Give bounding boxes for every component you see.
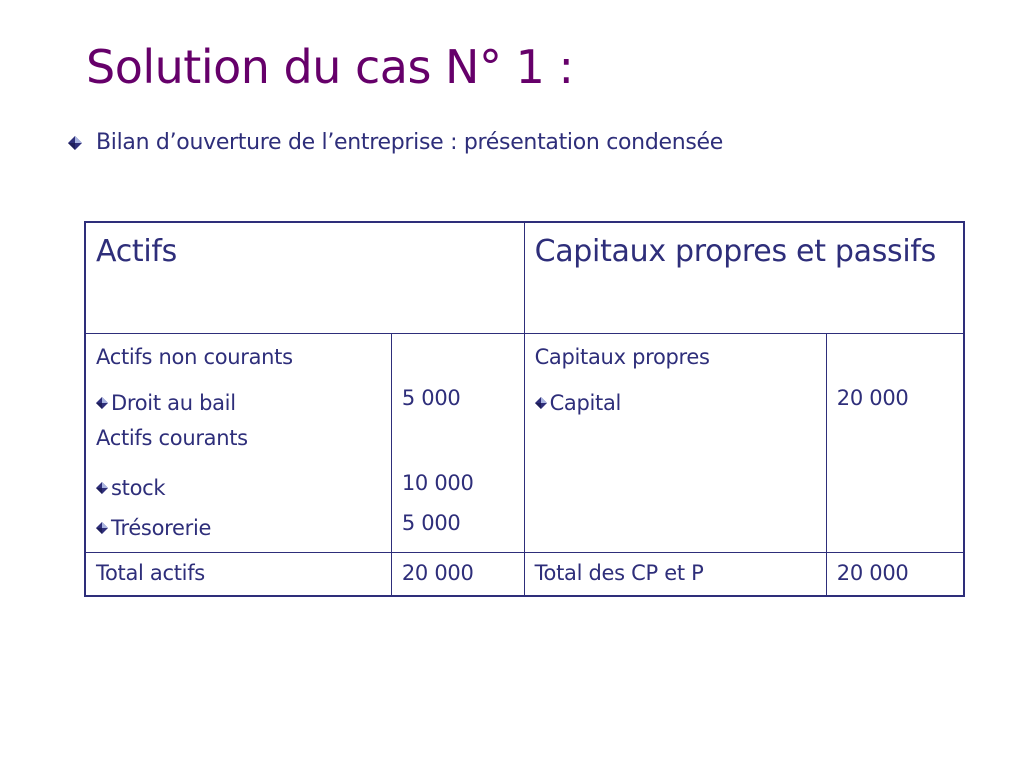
subtitle-bullet	[68, 130, 723, 156]
balance-sheet-table	[84, 221, 965, 597]
actifs-labels-cell	[85, 334, 391, 553]
list-item	[402, 423, 514, 468]
diamond-bullet-icon	[96, 522, 108, 534]
passifs-values-cell	[826, 334, 964, 553]
tresorerie-value: 5 000	[401, 511, 461, 535]
list-item	[402, 468, 514, 508]
diamond-bullet-icon	[96, 397, 108, 409]
capital-value: 20 000	[836, 386, 909, 410]
list-item	[96, 383, 381, 423]
subtitle-text: Bilan d’ouverture de l’entreprise : présentation condensée	[96, 130, 723, 155]
slide-title: Solution du cas N° 1 :	[86, 40, 574, 94]
table-header-row	[85, 222, 964, 334]
stock-value: 10 000	[401, 471, 474, 495]
list-item	[96, 423, 381, 468]
list-item	[96, 342, 381, 383]
header-capitaux-passifs: Capitaux propres et passifs	[524, 222, 964, 334]
total-actifs-label: Total actifs	[85, 553, 391, 597]
total-passifs-label: Total des CP et P	[524, 553, 826, 597]
actifs-courants-label: Actifs courants	[96, 426, 248, 450]
diamond-bullet-icon	[68, 136, 82, 150]
capital-label: Capital	[549, 391, 622, 415]
table-total-row	[85, 553, 964, 597]
droit-au-bail-value: 5 000	[401, 386, 461, 410]
diamond-bullet-icon	[535, 397, 547, 409]
tresorerie-label: Trésorerie	[111, 516, 212, 540]
actifs-non-courants-label: Actifs non courants	[96, 345, 293, 369]
list-item	[402, 342, 514, 383]
capitaux-propres-label: Capitaux propres	[534, 345, 710, 369]
table-body-row	[85, 334, 964, 553]
list-item	[837, 383, 953, 423]
header-actifs: Actifs	[85, 222, 524, 334]
passifs-labels-cell	[524, 334, 826, 553]
diamond-bullet-icon	[96, 482, 108, 494]
total-passifs-value: 20 000	[826, 553, 964, 597]
list-item	[837, 342, 953, 383]
actifs-values-cell	[391, 334, 524, 553]
list-item	[96, 468, 381, 508]
list-item	[96, 508, 381, 548]
droit-au-bail-label: Droit au bail	[111, 391, 236, 415]
list-item	[535, 383, 816, 423]
list-item	[402, 508, 514, 548]
list-item	[402, 383, 514, 423]
stock-label: stock	[111, 476, 166, 500]
list-item	[535, 342, 816, 383]
total-actifs-value: 20 000	[391, 553, 524, 597]
